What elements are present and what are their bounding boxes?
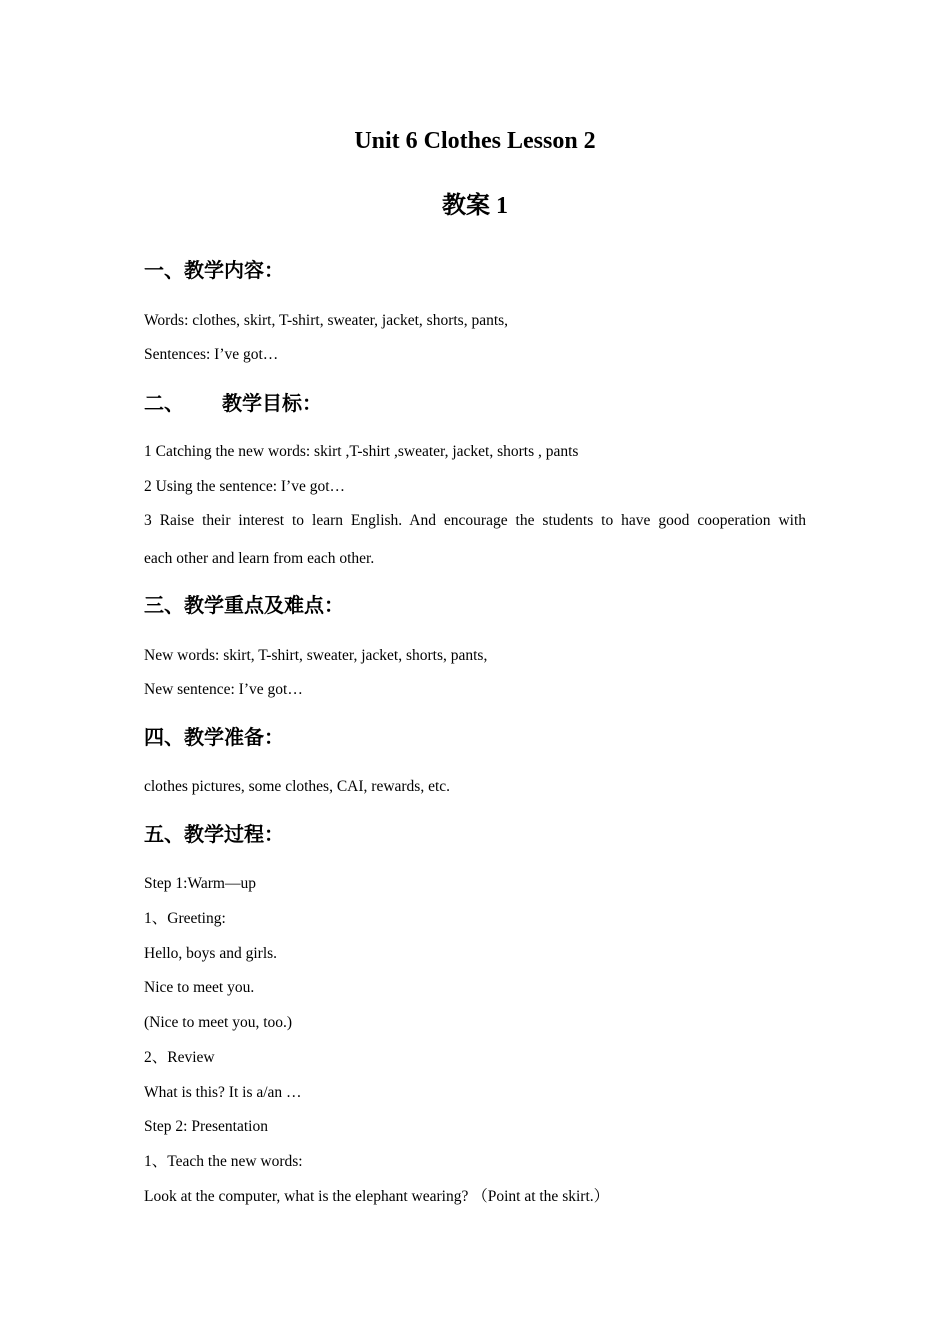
section-line: Look at the computer, what is the elephant wearing? （Point at the skirt.） (144, 1188, 610, 1205)
section-line: 1、Teach the new words: (144, 1153, 303, 1170)
section-line: Step 2: Presentation (144, 1118, 268, 1135)
section-heading-content: 一、教学内容： (144, 260, 284, 282)
section-line: Words: clothes, skirt, T-shirt, sweater, jacket, shorts, pants, (144, 312, 509, 329)
section-heading-preparation: 四、教学准备： (144, 727, 284, 749)
section-heading-text: 教学目标： (222, 393, 322, 415)
section-line: Nice to meet you. (144, 979, 255, 996)
section-line: each other and learn from each other. (144, 550, 375, 567)
section-heading-key-points: 三、教学重点及难点： (144, 595, 344, 617)
section-line: clothes pictures, some clothes, CAI, rewards, etc. (144, 778, 451, 795)
document-title: Unit 6 Clothes Lesson 2 (354, 128, 596, 154)
section-line: What is this? It is a/an … (144, 1084, 302, 1101)
section-line: Step 1:Warm—up (144, 875, 256, 892)
section-line: Hello, boys and girls. (144, 945, 278, 962)
section-line: 1、Greeting: (144, 910, 226, 927)
section-line: Sentences: I’ve got… (144, 346, 279, 363)
section-line: 1 Catching the new words: skirt ,T-shirt ,sweater, jacket, shorts , pants (144, 443, 579, 460)
section-line: 2 Using the sentence: I’ve got… (144, 478, 346, 495)
section-line: (Nice to meet you, too.) (144, 1014, 293, 1031)
document-subtitle: 教案 1 (442, 193, 508, 219)
section-line: New sentence: I’ve got… (144, 681, 303, 698)
section-heading-procedure: 五、教学过程： (144, 824, 284, 846)
section-line: 3 Raise their interest to learn English. And encourage the students to have good cooperation with (144, 512, 806, 529)
section-line: 2、Review (144, 1049, 215, 1066)
section-heading-number: 二、 (144, 393, 184, 415)
section-line: New words: skirt, T-shirt, sweater, jacket, shorts, pants, (144, 647, 488, 664)
section-heading-objectives (144, 391, 322, 417)
